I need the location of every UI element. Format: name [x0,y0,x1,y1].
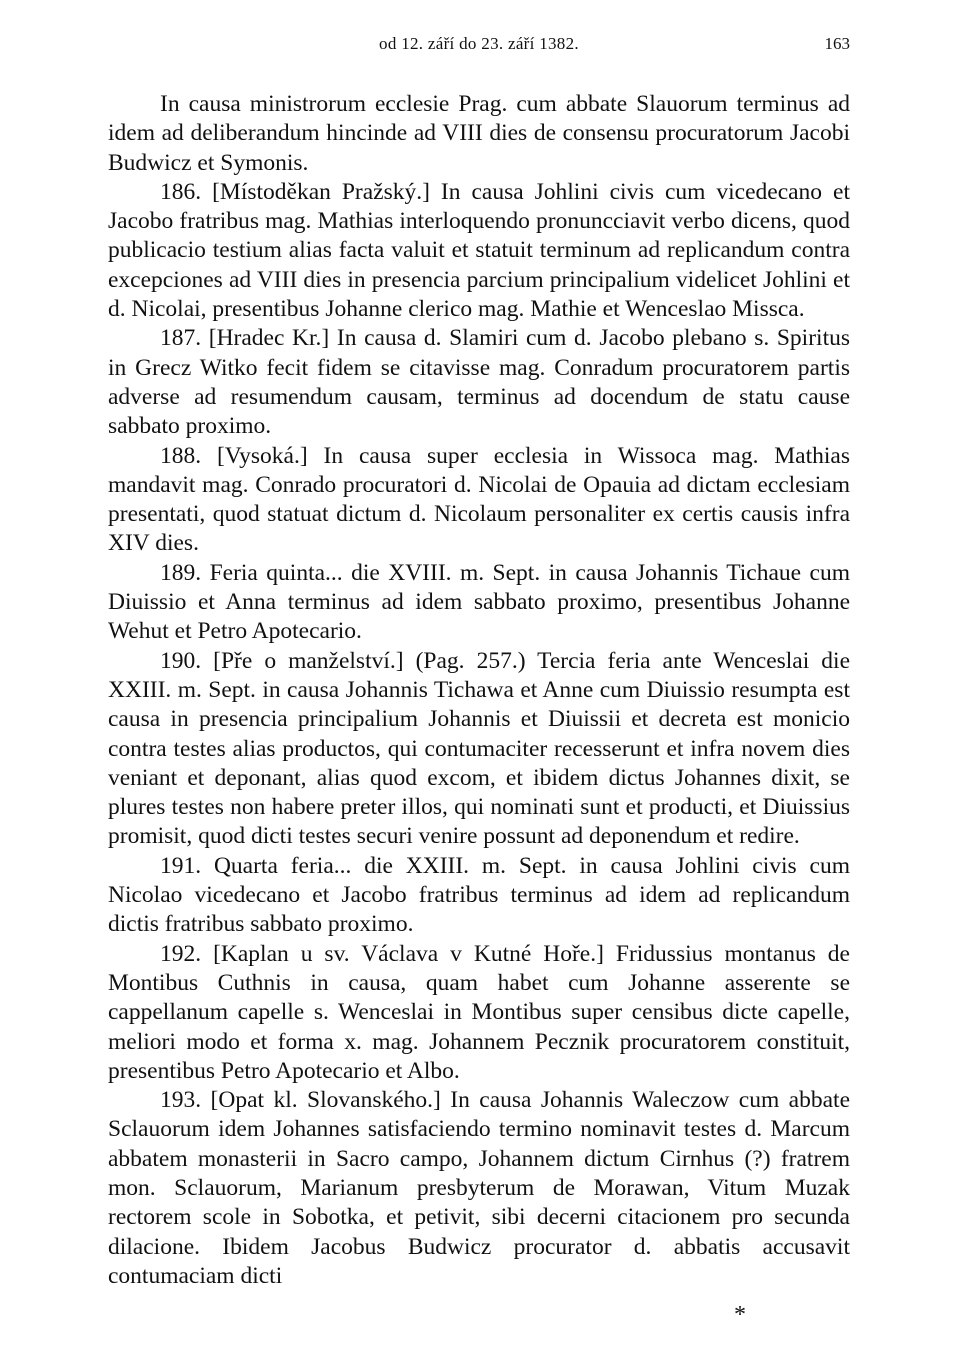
running-title: od 12. září do 23. září 1382. [379,34,579,53]
paragraph-entry-193: 193. [Opat kl. Slovanského.] In causa Johannis Waleczow cum abbate Sclauorum idem Johannes satisfaciendo termino nominavit testes d. Marcum abbatem monasterii in Sacro campo, Johannem dictum Cirnhus (?) fratrem mon. Sclauorum, Marianum presbyterum de Morawan, Vitum Muzak rectorem scole in Sobotka, et petivit, sibi decerni citacionem pro secunda dilacione. Ibidem Jacobus Budwicz procurator d. abbatis accusavit contumaciam dicti [108,1087,850,1289]
running-head [108,34,850,64]
paragraph-entry-192: 192. [Kaplan u sv. Václava v Kutné Hoře.] Fridussius montanus de Montibus Cuthnis in causa, quam habet cum Johanne asserente se cappellanum capelle s. Wenceslai in Montibus super censibus dicte capelle, meliori modo et forma x. mag. Johannem Pecznik procuratorem constituit, presentibus Petro Apotecario et Albo. [108,940,850,1084]
signature-mark: * [734,1302,746,1328]
paragraph-intro: In causa ministrorum ecclesie Prag. cum abbate Slauorum terminus ad idem ad deliberandum hincinde ad VIII dies de consensu procuratorum Jacobi Budwicz et Symonis. [108,91,850,176]
paragraph-entry-189: 189. Feria quinta... die XVIII. m. Sept. in causa Johannis Tichaue cum Diuissio et Anna terminus ad idem sabbato proximo, presentibus Johanne Wehut et Petro Apotecario. [108,559,850,645]
paragraph-entry-186: 186. [Místoděkan Pražský.] In causa Johlini civis cum vicedecano et Jacobo fratribus mag. Mathias interloquendo pronuncciavit verbo dicens, quod publicacio testium alias facta valuit et statuit terminum ad replicandum contra excepciones ad VIII dies in presencia parcium principalium videlicet Johlini et d. Nicolai, presentibus Johanne clerico mag. Mathie et Wenceslao Missca. [108,178,850,323]
paragraph-entry-191: 191. Quarta feria... die XXIII. m. Sept. in causa Johlini civis cum Nicolao vicedecano et Jacobo fratribus terminus ad idem ad replicandum dictis fratribus sabbato proximo. [108,852,850,938]
page-number: 163 [824,34,850,53]
paragraph-entry-188: 188. [Vysoká.] In causa super ecclesia in Wissoca mag. Mathias mandavit mag. Conrado procuratori d. Nicolai de Opauia ad dictam ecclesiam presentati, quod statuat dictum d. Nicolaum personaliter ex certis causis infra XIV dies. [108,442,850,557]
document-body [108,90,850,1291]
paragraph-entry-190: 190. [Pře o manželství.] (Pag. 257.) Tercia feria ante Wenceslai die XXIII. m. Sept. in causa Johannis Tichawa et Anne cum Diuissio resumpta est causa in presencia principalium Johannis et Diuissii et decreta est monicio contra testes alias productos, qui contumaciter recesserunt et infra novem dies veniant et deponant, alias quod excom, et ibidem dictus Johannes dixit, se plures testes non habere preter illos, qui nominati sunt et producti, et Diuissius promisit, quod dicti testes securi venire possunt ad deponendum et redire. [108,647,850,850]
paragraph-entry-187: 187. [Hradec Kr.] In causa d. Slamiri cum d. Jacobo plebano s. Spiritus in Grecz Witko fecit fidem se citavisse mag. Conradum procuratorem partis adverse ad resumendum causam, terminus ad docendum de statu cause sabbato proximo. [108,325,850,440]
